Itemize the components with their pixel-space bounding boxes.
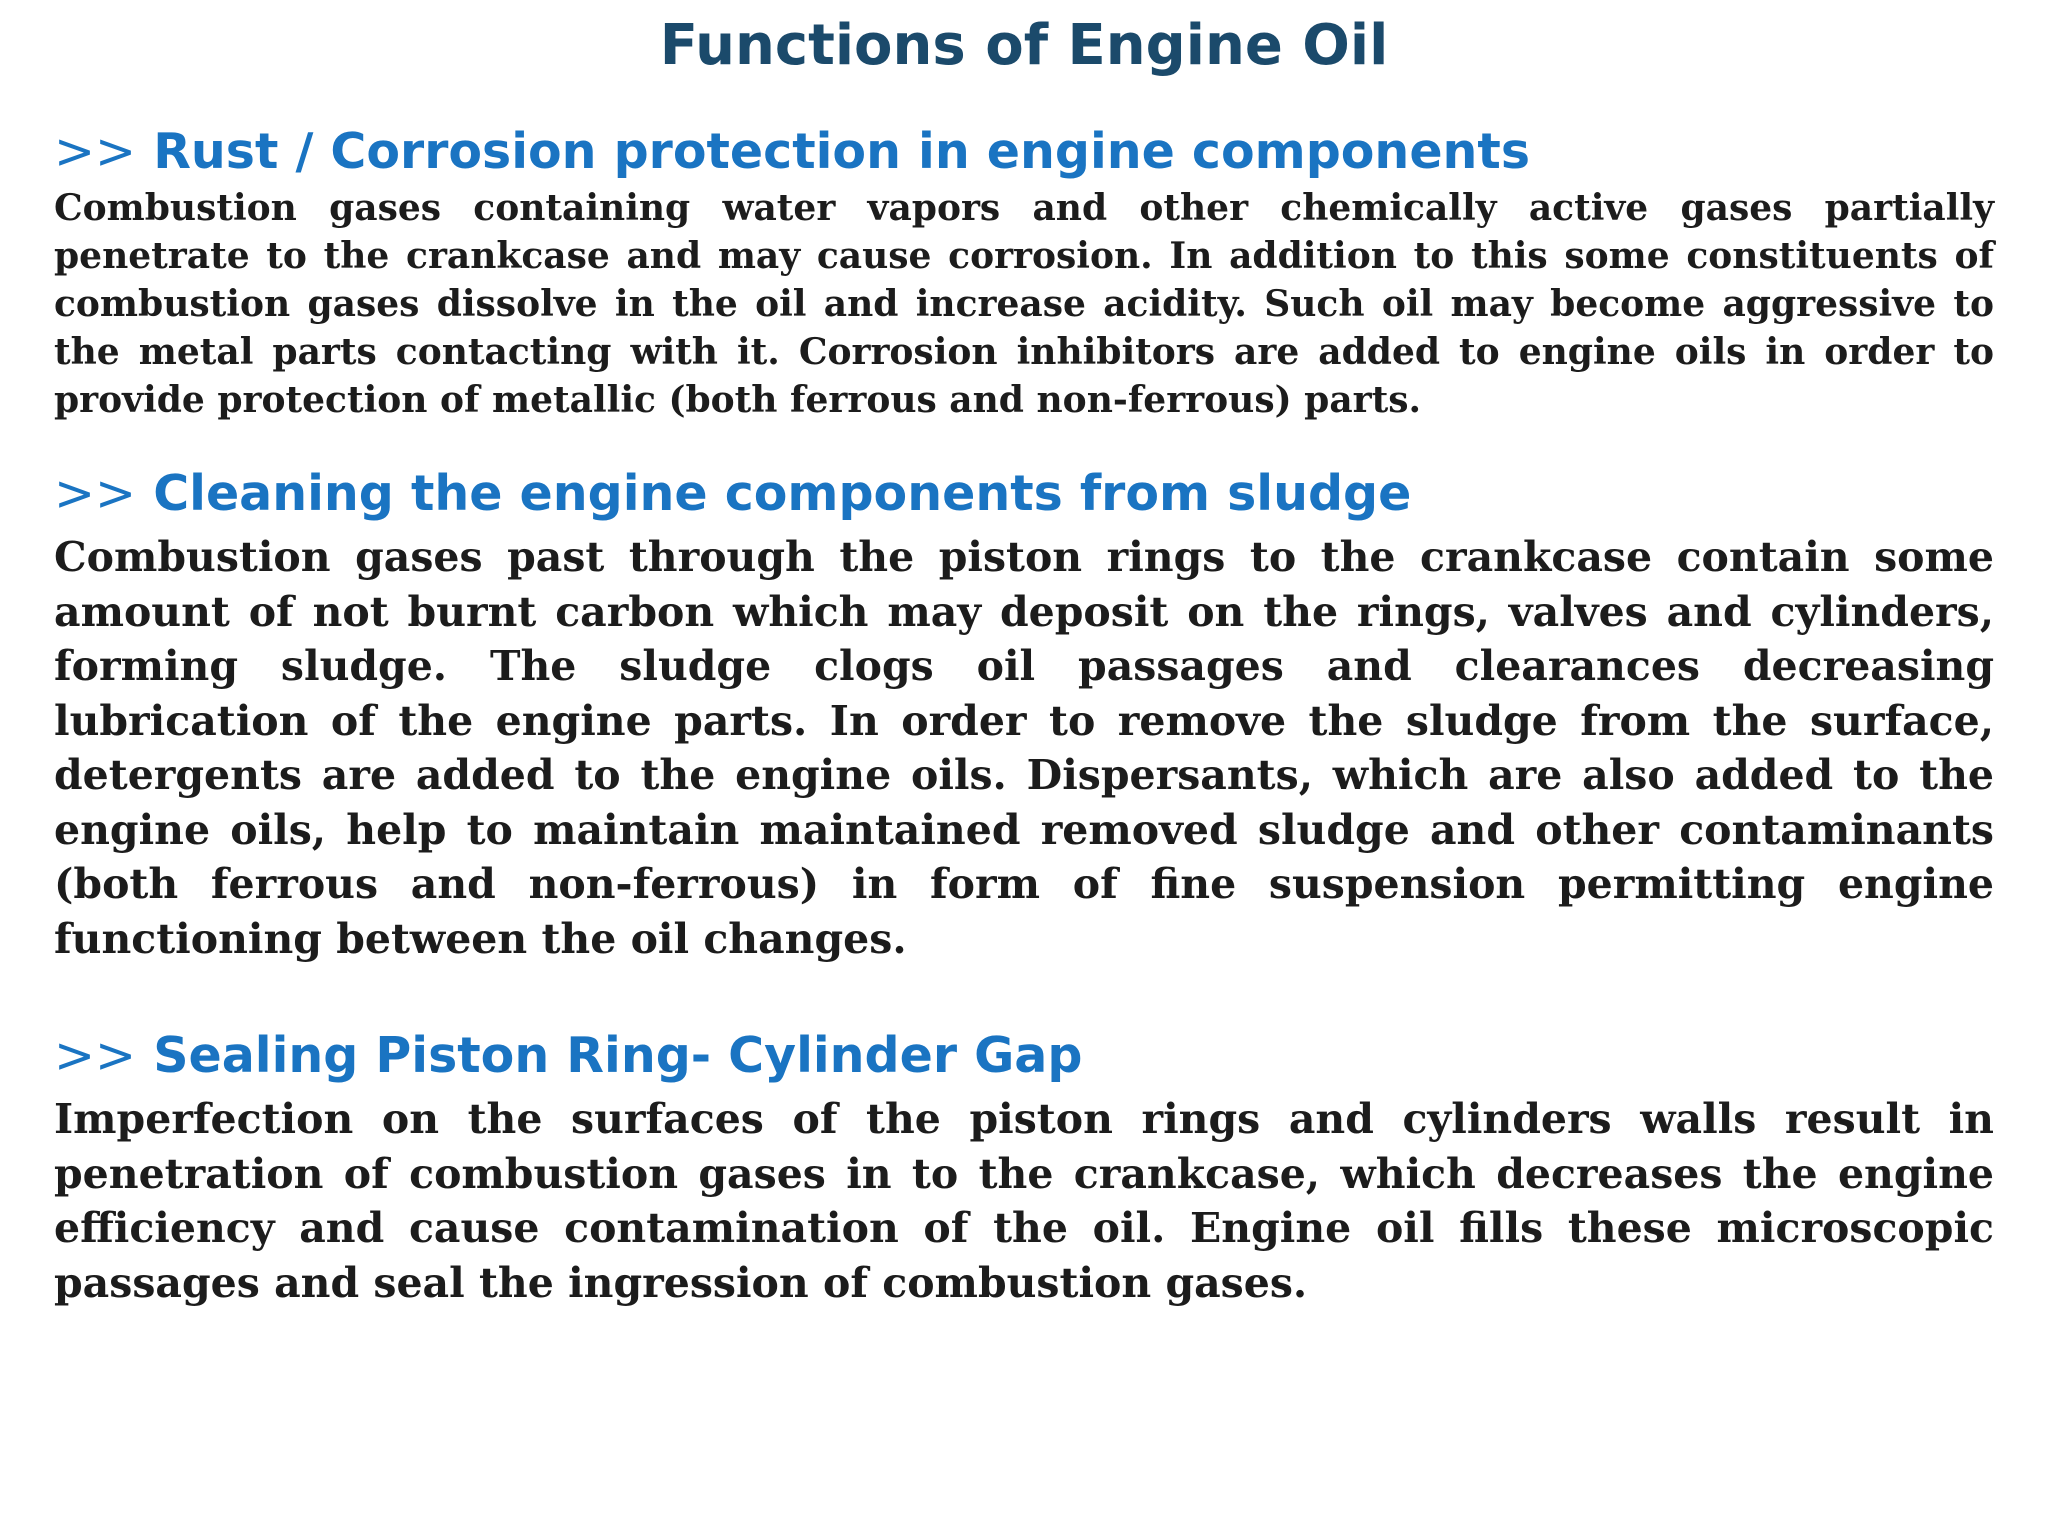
section-heading-text: Cleaning the engine components from sludge xyxy=(153,465,1412,522)
section-marker: >> xyxy=(54,465,137,522)
section-heading-sealing xyxy=(54,1026,1994,1086)
section-body-corrosion: Combustion gases containing water vapors and other chemically active gases partially penetrate to the crankcase and may cause corrosion. In addition to this some constituents of combustion gases dissolve in the oil and increase acidity. Such oil may become aggressive to the metal parts contacting with it. Corrosion inhibitors are added to engine oils in order to provide protection of metallic (both ferrous and non-ferrous) parts. xyxy=(54,187,1994,421)
section-heading-text: Rust / Corrosion protection in engine components xyxy=(153,123,1531,180)
section-heading-sludge xyxy=(54,464,1994,524)
section-heading-text: Sealing Piston Ring- Cylinder Gap xyxy=(153,1027,1083,1084)
section-heading-corrosion xyxy=(54,122,1994,182)
section-body-sealing: Imperfection on the surfaces of the piston rings and cylinders walls result in penetration of combustion gases in to the crankcase, which decreases the engine efficiency and cause contamination of the oil. Engine oil fills these microscopic passages and seal the ingression of combustion gases. xyxy=(54,1095,1994,1307)
section-marker: >> xyxy=(54,1027,137,1084)
section-body-sludge: Combustion gases past through the piston rings to the crankcase contain some amount of not burnt carbon which may deposit on the rings, valves and cylinders, forming sludge. The sludge clogs oil passages and clearances decreasing lubrication of the engine parts. In order to remove the sludge from the surface, detergents are added to the engine oils. Dispersants, which are also added to the engine oils, help to maintain maintained removed sludge and other contaminants (both ferrous and non-ferrous) in form of fine suspension permitting engine functioning between the oil changes. xyxy=(54,533,1994,963)
page-title: Functions of Engine Oil xyxy=(659,13,1389,78)
section-marker: >> xyxy=(54,123,137,180)
